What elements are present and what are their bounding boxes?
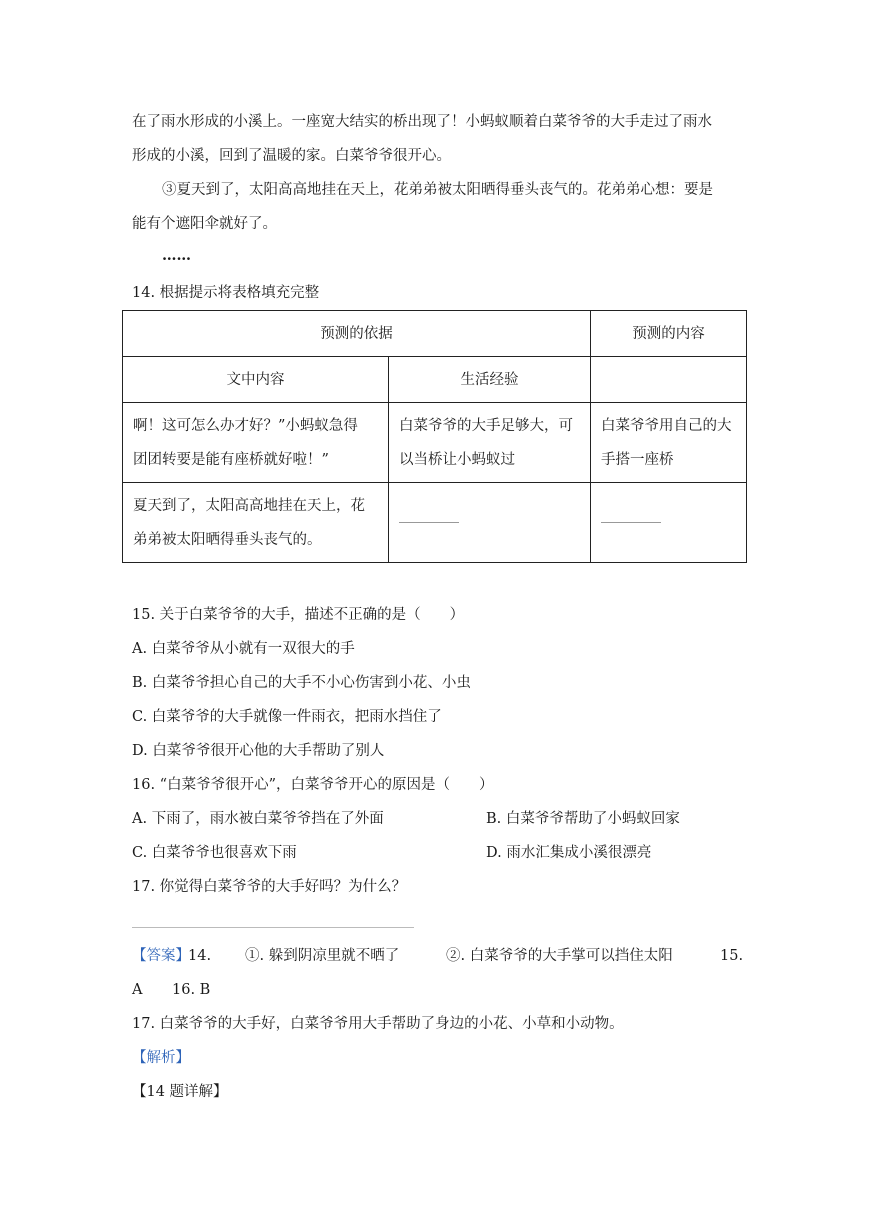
cell-line: 弟弟被太阳晒得垂头丧气的。: [133, 531, 322, 548]
passage-line: 形成的小溪，回到了温暖的家。白菜爷爷很开心。: [132, 148, 451, 164]
answer-q14-1: ①. 躲到阴凉里就不晒了: [245, 948, 400, 964]
question-16-prompt: 16. “白菜爷爷很开心”，白菜爷爷开心的原因是（ ）: [132, 777, 494, 793]
option-c[interactable]: C. 白菜爷爷也很喜欢下雨: [132, 845, 297, 861]
passage-line: 在了雨水形成的小溪上。一座宽大结实的桥出现了！小蚂蚁顺着白菜爷爷的大手走过了雨水: [132, 114, 712, 130]
prediction-table: [122, 310, 747, 563]
passage-line: ③夏天到了，太阳高高地挂在天上，花弟弟被太阳晒得垂头丧气的。花弟弟心想：要是: [162, 182, 713, 198]
question-15-prompt: 15. 关于白菜爷爷的大手，描述不正确的是（ ）: [132, 607, 465, 623]
cell-line: 啊！这可怎么办才好？”小蚂蚁急得: [133, 417, 358, 434]
answer-q14-number: 14.: [188, 948, 212, 964]
row1-life-cell: [389, 403, 591, 483]
answer-q17: 17. 白菜爷爷的大手好，白菜爷爷用大手帮助了身边的小花、小草和小动物。: [132, 1016, 624, 1032]
row1-text-cell: [123, 403, 389, 483]
header-content: 预测的内容: [591, 311, 747, 357]
subheader-text: 文中内容: [123, 357, 389, 403]
row2-content-blank[interactable]: [591, 483, 747, 563]
cell-line: 白菜爷爷用自己的大: [601, 417, 732, 434]
empty-cell: [591, 357, 747, 403]
row1-content-cell: [591, 403, 747, 483]
analysis-detail-heading: 【14 题详解】: [132, 1084, 228, 1100]
option-d[interactable]: D. 白菜爷爷很开心他的大手帮助了别人: [132, 743, 385, 759]
passage-line: 能有个遮阳伞就好了。: [132, 216, 277, 232]
answer-q16: 16. B: [172, 982, 211, 998]
question-14-prompt: 14. 根据提示将表格填充完整: [132, 285, 320, 301]
answer-q15: A: [132, 982, 143, 998]
header-basis: 预测的依据: [123, 311, 591, 357]
cell-line: 以当桥让小蚂蚁过: [399, 451, 515, 468]
answer-blank[interactable]: [399, 522, 459, 523]
cell-line: 白菜爷爷的大手足够大，可: [399, 417, 573, 434]
answer-blank[interactable]: [601, 522, 661, 523]
option-d[interactable]: D. 雨水汇集成小溪很漂亮: [486, 845, 652, 861]
answer-line[interactable]: [132, 927, 414, 928]
option-b[interactable]: B. 白菜爷爷帮助了小蚂蚁回家: [486, 811, 680, 827]
subheader-life: 生活经验: [389, 357, 591, 403]
option-b[interactable]: B. 白菜爷爷担心自己的大手不小心伤害到小花、小虫: [132, 675, 471, 691]
cell-line: 手搭一座桥: [601, 451, 674, 468]
analysis-label: 【解析】: [132, 1050, 190, 1066]
cell-line: 夏天到了，太阳高高地挂在天上，花: [133, 497, 365, 514]
answer-q15-number: 15.: [720, 948, 744, 964]
row2-life-blank[interactable]: [389, 483, 591, 563]
ellipsis: ……: [162, 247, 191, 264]
option-a[interactable]: A. 下雨了，雨水被白菜爷爷挡在了外面: [132, 811, 384, 827]
option-a[interactable]: A. 白菜爷爷从小就有一双很大的手: [132, 641, 355, 657]
cell-line: 团团转要是能有座桥就好啦！”: [133, 451, 329, 468]
answer-q14-2: ②. 白菜爷爷的大手掌可以挡住太阳: [446, 948, 673, 964]
answer-label: 【答案】: [132, 948, 190, 964]
question-17-prompt: 17. 你觉得白菜爷爷的大手好吗？为什么？: [132, 879, 407, 895]
option-c[interactable]: C. 白菜爷爷的大手就像一件雨衣，把雨水挡住了: [132, 709, 442, 725]
row2-text-cell: [123, 483, 389, 563]
